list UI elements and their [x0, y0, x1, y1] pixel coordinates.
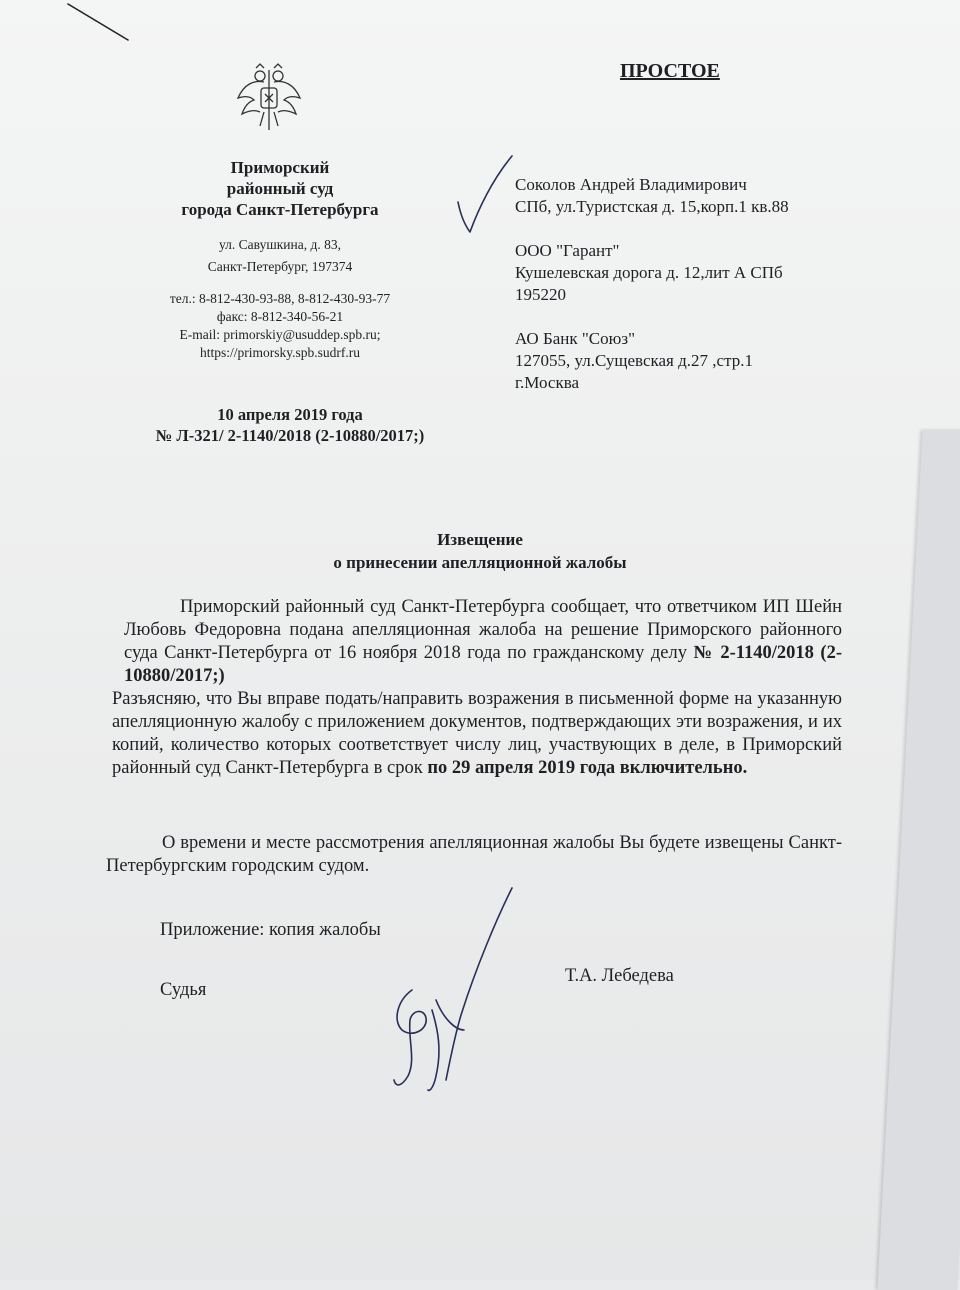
paragraph-hearing-info [106, 832, 842, 878]
recipient-1 [515, 174, 875, 218]
court-email: E-mail: primorskiy@usuddep.spb.ru; [179, 327, 381, 342]
recipient-3-address: 127055, ул.Сущевская д.27 ,стр.1 [515, 351, 753, 370]
pen-mark-icon [60, 0, 140, 50]
notice-body [112, 596, 842, 780]
judge-label: Судья [160, 980, 207, 1000]
russian-coat-of-arms-icon [234, 60, 304, 132]
court-header [130, 157, 430, 362]
court-phone: тел.: 8-812-430-93-88, 8-812-430-93-77 [169, 291, 391, 306]
hearing-info-text: О времени и месте рассмотрения апелляционная жалобы Вы будете извещены Санкт-Петербургским городским судом. [106, 833, 842, 876]
court-website: https://primorsky.spb.sudrf.ru [200, 345, 360, 360]
judge-signature-icon [372, 880, 532, 1110]
document-number: № Л-321/ 2-1140/2018 (2-10880/2017;) [155, 426, 425, 445]
recipient-2-postcode: 195220 [515, 285, 566, 304]
notice-title-line1: Извещение [437, 530, 523, 549]
recipient-2 [515, 240, 875, 306]
recipient-2-address: Кушелевская дорога д. 12,лит А СПб [515, 263, 783, 282]
recipient-3-name: АО Банк "Союз" [515, 329, 636, 348]
document-date: 10 апреля 2019 года [217, 405, 363, 424]
recipients-block [515, 174, 875, 394]
recipient-3-city: г.Москва [515, 373, 580, 392]
court-address-line2: Санкт-Петербург, 197374 [207, 259, 353, 274]
checkmark-icon [448, 150, 518, 240]
notice-title-line2: о принесении апелляционной жалобы [333, 553, 627, 572]
recipient-1-name: Соколов Андрей Владимирович [515, 175, 747, 194]
court-name-line3: города Санкт-Петербурга [181, 200, 379, 219]
recipient-3 [515, 328, 875, 394]
notice-title [200, 528, 760, 574]
attachment-note: Приложение: копия жалобы [160, 920, 381, 940]
judge-name: Т.А. Лебедева [565, 966, 674, 986]
court-name-line2: районный суд [226, 179, 334, 198]
deadline-text: по 29 апреля 2019 года включительно. [427, 758, 748, 778]
paragraph-appeal-filed [124, 596, 842, 688]
case-number: № 2-1140/2018 (2-10880/2017;) [124, 643, 842, 686]
document-meta [100, 404, 480, 446]
appeal-filed-text: Приморский районный суд Санкт-Петербурга сообщает, что ответчиком ИП Шейн Любовь Федоровна подана апелляционная жалоба на решение Приморского районного суда Санкт-Петербурга от 16 ноября 2018 года по гражданскому делу [124, 597, 842, 663]
paragraph-objection-rights [112, 688, 842, 780]
court-name-line1: Приморский [230, 158, 330, 177]
objection-rights-text: Разъясняю, что Вы вправе подать/направить возражения в письменной форме на указанную апелляционную жалобу с приложением документов, подтверждающих эти возражения, и их копий, количество которых соответствует числу лиц, участвующих в деле, в Приморский районный суд Санкт-Петербурга в срок [112, 689, 842, 778]
court-fax: факс: 8-812-340-56-21 [216, 309, 344, 324]
court-address-line1: ул. Савушкина, д. 83, [219, 237, 341, 252]
recipient-1-address: СПб, ул.Туристская д. 15,корп.1 кв.88 [515, 197, 789, 216]
underlying-sheet-edge [877, 430, 960, 1290]
recipient-2-name: ООО "Гарант" [515, 241, 620, 260]
mail-type-label: ПРОСТОЕ [620, 60, 720, 82]
